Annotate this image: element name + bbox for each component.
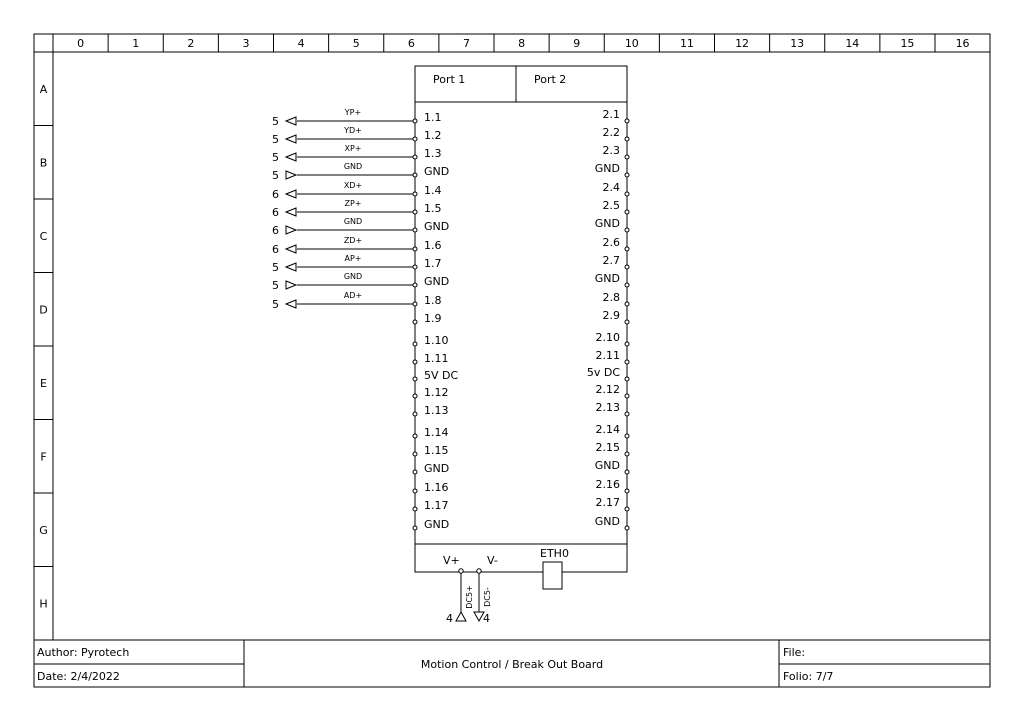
port1-pin-label: 1.1 [424, 111, 442, 124]
port1-pin-label: 1.2 [424, 129, 442, 142]
date: Date: 2/4/2022 [37, 670, 120, 683]
port2-pin-terminal[interactable] [625, 360, 629, 364]
port1-pin-label: GND [424, 275, 450, 288]
wire-signal: YD+ [344, 126, 362, 135]
port2-pin-terminal[interactable] [625, 412, 629, 416]
port1-header: Port 1 [433, 73, 466, 86]
signal-wires [272, 108, 413, 311]
wire-signal: ZP+ [344, 199, 362, 208]
wire-signal: AD+ [343, 291, 363, 300]
port1-pin-terminal[interactable] [413, 526, 417, 530]
port1-pin-label: 1.7 [424, 257, 442, 270]
row-label: H [39, 597, 48, 611]
port2-pin-label: 2.15 [595, 441, 620, 454]
port1-pin-terminal[interactable] [413, 320, 417, 324]
column-label: 0 [77, 37, 85, 50]
row-label: A [39, 82, 48, 96]
input-arrow [286, 226, 296, 234]
author: Author: Pyrotech [37, 646, 130, 659]
row-label: E [40, 376, 47, 390]
wire-signal: XP+ [344, 144, 362, 153]
port1-pin-terminal[interactable] [413, 265, 417, 269]
port2-pin-terminal[interactable] [625, 155, 629, 159]
port1-pin-label: 1.17 [424, 499, 449, 512]
wire-signal: XD+ [343, 181, 363, 190]
row-ruler [34, 83, 53, 611]
column-label: 15 [900, 37, 915, 50]
wire-ref: 6 [272, 224, 279, 237]
column-label: 12 [735, 37, 750, 50]
column-label: 9 [573, 37, 581, 50]
port1-pin-terminal[interactable] [413, 210, 417, 214]
wire-signal: AP+ [344, 254, 362, 263]
column-label: 7 [462, 37, 470, 50]
port1-pin-label: 1.14 [424, 426, 449, 439]
port2-pin-label: 2.5 [602, 199, 620, 212]
port1-pin-terminal[interactable] [413, 507, 417, 511]
port1-pin-terminal[interactable] [413, 247, 417, 251]
eth-label: ETH0 [540, 547, 569, 560]
port2-pin-terminal[interactable] [625, 452, 629, 456]
port1-pin-terminal[interactable] [413, 452, 417, 456]
wire-signal: YP+ [344, 108, 362, 117]
port2-pin-column [587, 108, 629, 530]
port1-pin-label: 1.15 [424, 444, 449, 457]
row-label: D [39, 303, 48, 317]
port2-pin-terminal[interactable] [625, 192, 629, 196]
port2-pin-label: 2.3 [602, 144, 620, 157]
port2-pin-label: GND [594, 515, 620, 528]
column-label: 8 [518, 37, 526, 50]
output-arrow [286, 117, 296, 125]
port2-pin-label: 2.17 [595, 496, 620, 509]
output-arrow [286, 263, 296, 271]
column-label: 3 [242, 37, 250, 50]
port2-pin-terminal[interactable] [625, 265, 629, 269]
port1-pin-label: GND [424, 220, 450, 233]
port2-pin-label: 2.8 [602, 291, 620, 304]
wire-ref: 5 [272, 133, 279, 146]
wire-signal: ZD+ [343, 236, 363, 245]
port1-pin-label: 1.8 [424, 294, 442, 307]
port1-pin-label: 1.9 [424, 312, 442, 325]
input-arrow [286, 171, 296, 179]
port1-pin-terminal[interactable] [413, 192, 417, 196]
output-arrow [286, 135, 296, 143]
port1-pin-terminal[interactable] [413, 228, 417, 232]
file-field: File: [783, 646, 806, 659]
port2-pin-label: 2.16 [595, 478, 620, 491]
wire-ref: 5 [272, 151, 279, 164]
wire-ref: 6 [272, 206, 279, 219]
output-arrow [286, 190, 296, 198]
sheet-border [34, 34, 990, 687]
port1-pin-terminal[interactable] [413, 412, 417, 416]
row-label: F [40, 450, 47, 464]
wire-signal: GND [343, 272, 363, 281]
port2-pin-terminal[interactable] [625, 283, 629, 287]
port1-pin-label: 1.3 [424, 147, 442, 160]
power-wires [446, 573, 492, 625]
column-label: 1 [132, 37, 140, 50]
port2-pin-label: 2.14 [595, 423, 620, 436]
port1-pin-label: GND [424, 165, 450, 178]
row-label: C [39, 229, 48, 243]
port2-pin-label: GND [594, 272, 620, 285]
port2-pin-terminal[interactable] [625, 302, 629, 306]
port2-pin-terminal[interactable] [625, 507, 629, 511]
port1-pin-label: GND [424, 462, 450, 475]
port1-pin-terminal[interactable] [413, 137, 417, 141]
wire-ref: 5 [272, 261, 279, 274]
column-label: 2 [187, 37, 195, 50]
port1-pin-terminal[interactable] [413, 283, 417, 287]
column-label: 11 [679, 37, 694, 50]
wire-ref: 5 [272, 298, 279, 311]
port2-pin-terminal[interactable] [625, 526, 629, 530]
port1-pin-label: 5V DC [424, 369, 459, 382]
port2-pin-label: GND [594, 162, 620, 175]
port2-pin-label: 2.11 [595, 349, 620, 362]
port2-pin-label: 2.10 [595, 331, 620, 344]
folio: Folio: 7/7 [783, 670, 834, 683]
port2-pin-label: 2.1 [602, 108, 620, 121]
wire-ref: 5 [272, 169, 279, 182]
title-block [34, 640, 990, 687]
port1-pin-terminal[interactable] [413, 489, 417, 493]
ethernet-port[interactable] [543, 562, 562, 589]
wire-ref: 5 [272, 115, 279, 128]
port2-pin-terminal[interactable] [625, 210, 629, 214]
port1-pin-terminal[interactable] [413, 302, 417, 306]
row-label: B [39, 156, 48, 170]
port2-pin-terminal[interactable] [625, 489, 629, 493]
port2-pin-terminal[interactable] [625, 137, 629, 141]
port2-pin-terminal[interactable] [625, 320, 629, 324]
input-arrow [286, 281, 296, 289]
drawing-title: Motion Control / Break Out Board [420, 658, 604, 671]
port2-pin-label: 2.2 [602, 126, 620, 139]
port2-pin-label: 2.6 [602, 236, 620, 249]
port2-pin-terminal[interactable] [625, 119, 629, 123]
column-label: 14 [845, 37, 860, 50]
port2-pin-label: GND [594, 459, 620, 472]
port2-pin-terminal[interactable] [625, 434, 629, 438]
port2-pin-terminal[interactable] [625, 247, 629, 251]
port1-pin-terminal[interactable] [413, 470, 417, 474]
column-label: 5 [352, 37, 360, 50]
port2-pin-label: GND [594, 217, 620, 230]
port2-pin-label: 2.13 [595, 401, 620, 414]
port2-pin-label: 2.12 [595, 383, 620, 396]
port1-pin-terminal[interactable] [413, 155, 417, 159]
port1-pin-terminal[interactable] [413, 434, 417, 438]
power-negative-terminal[interactable] [477, 569, 481, 573]
output-arrow [286, 245, 296, 253]
power-positive-ref: 4 [446, 612, 453, 625]
port2-header: Port 2 [534, 73, 567, 86]
power-negative-ref: 4 [483, 612, 490, 625]
power-negative-signal: DC5- [483, 587, 492, 607]
power-positive-arrow [456, 612, 466, 621]
port2-pin-label: 2.7 [602, 254, 620, 267]
port2-pin-terminal[interactable] [625, 173, 629, 177]
breakout-board [413, 66, 629, 589]
port1-pin-label: GND [424, 518, 450, 531]
column-label: 13 [790, 37, 805, 50]
output-arrow [286, 153, 296, 161]
port1-pin-label: 1.6 [424, 239, 442, 252]
port2-pin-terminal[interactable] [625, 470, 629, 474]
power-positive-label: V+ [443, 554, 460, 567]
port1-pin-label: 1.12 [424, 386, 449, 399]
column-label: 16 [955, 37, 970, 50]
port1-pin-label: 1.13 [424, 404, 449, 417]
port1-pin-terminal[interactable] [413, 119, 417, 123]
output-arrow [286, 300, 296, 308]
port1-pin-label: 1.16 [424, 481, 449, 494]
port2-pin-label: 2.4 [602, 181, 620, 194]
column-ruler [77, 34, 970, 52]
column-label: 6 [407, 37, 415, 50]
port2-pin-label: 5v DC [586, 366, 620, 379]
port1-pin-label: 1.11 [424, 352, 449, 365]
power-negative-label: V- [487, 554, 498, 567]
port1-pin-terminal[interactable] [413, 360, 417, 364]
port1-pin-terminal[interactable] [413, 394, 417, 398]
port1-pin-column [413, 111, 458, 531]
port2-pin-terminal[interactable] [625, 342, 629, 346]
wire-ref: 6 [272, 188, 279, 201]
port2-pin-terminal[interactable] [625, 228, 629, 232]
port1-pin-terminal[interactable] [413, 377, 417, 381]
output-arrow [286, 208, 296, 216]
port1-pin-label: 1.5 [424, 202, 442, 215]
port2-pin-terminal[interactable] [625, 377, 629, 381]
wire-signal: GND [343, 217, 363, 226]
port1-pin-label: 1.10 [424, 334, 449, 347]
wire-ref: 5 [272, 279, 279, 292]
power-positive-signal: DC5+ [465, 585, 474, 609]
port2-pin-label: 2.9 [602, 309, 620, 322]
wire-signal: GND [343, 162, 363, 171]
power-positive-terminal[interactable] [459, 569, 463, 573]
port2-pin-terminal[interactable] [625, 394, 629, 398]
port1-pin-terminal[interactable] [413, 173, 417, 177]
row-label: G [39, 523, 48, 537]
wire-ref: 6 [272, 243, 279, 256]
port1-pin-label: 1.4 [424, 184, 442, 197]
port1-pin-terminal[interactable] [413, 342, 417, 346]
column-label: 4 [297, 37, 305, 50]
column-label: 10 [624, 37, 639, 50]
